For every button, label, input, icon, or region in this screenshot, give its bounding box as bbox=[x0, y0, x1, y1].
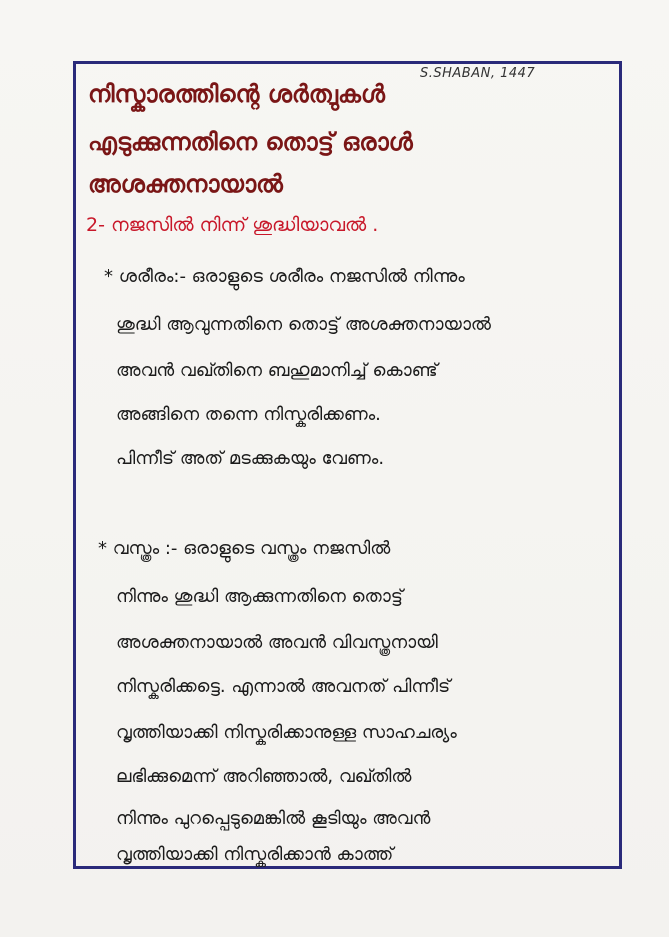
body-line: അശക്തനായാൽ അവൻ വിവസ്ത്രനായി bbox=[116, 632, 438, 653]
body-line: അവൻ വഖ്തിനെ ബഹുമാനിച്ച് കൊണ്ട് bbox=[116, 360, 438, 381]
body-line: നിസ്കരിക്കട്ടെ. എന്നാൽ അവനത് പിന്നീട് bbox=[116, 676, 451, 697]
body-line: നിന്നും പുറപ്പെടുമെങ്കിൽ കൂടിയും അവൻ bbox=[116, 808, 431, 829]
body-line: ശുദ്ധി ആവുന്നതിനെ തൊട്ട് അശക്തനായാൽ bbox=[116, 314, 491, 335]
title-line-2: എടുക്കുന്നതിനെ തൊട്ട് ഒരാൾ bbox=[88, 128, 413, 156]
body-line: ലഭിക്കുമെന്ന് അറിഞ്ഞാൽ, വഖ്തിൽ bbox=[116, 766, 412, 787]
body-line: വൃത്തിയാക്കി നിസ്കരിക്കാൻ കാത്ത് bbox=[116, 844, 394, 865]
body-line: നിന്നും ശുദ്ധി ആക്കുന്നതിനെ തൊട്ട് bbox=[116, 586, 403, 607]
body-line: * വസ്ത്രം :- ഒരാളുടെ വസ്ത്രം നജസിൽ bbox=[98, 538, 391, 559]
body-line: പിന്നീട് അത് മടക്കുകയും വേണം. bbox=[116, 448, 385, 469]
subheading: 2- നജസിൽ നിന്ന് ശുദ്ധിയാവൽ . bbox=[86, 214, 379, 236]
body-line: അങ്ങിനെ തന്നെ നിസ്കരിക്കണം. bbox=[116, 404, 381, 425]
author-note: S.SHABAN, 1447 bbox=[420, 66, 536, 81]
title-line-1: നിസ്കാരത്തിന്റെ ശർത്വുകൾ bbox=[88, 80, 386, 108]
body-line: വൃത്തിയാക്കി നിസ്കരിക്കാനുള്ള സാഹചര്യം bbox=[116, 722, 457, 743]
title-line-3: അശക്തനായാൽ bbox=[88, 170, 283, 198]
body-line: * ശരീരം:- ഒരാളുടെ ശരീരം നജസിൽ നിന്നും bbox=[104, 266, 465, 287]
